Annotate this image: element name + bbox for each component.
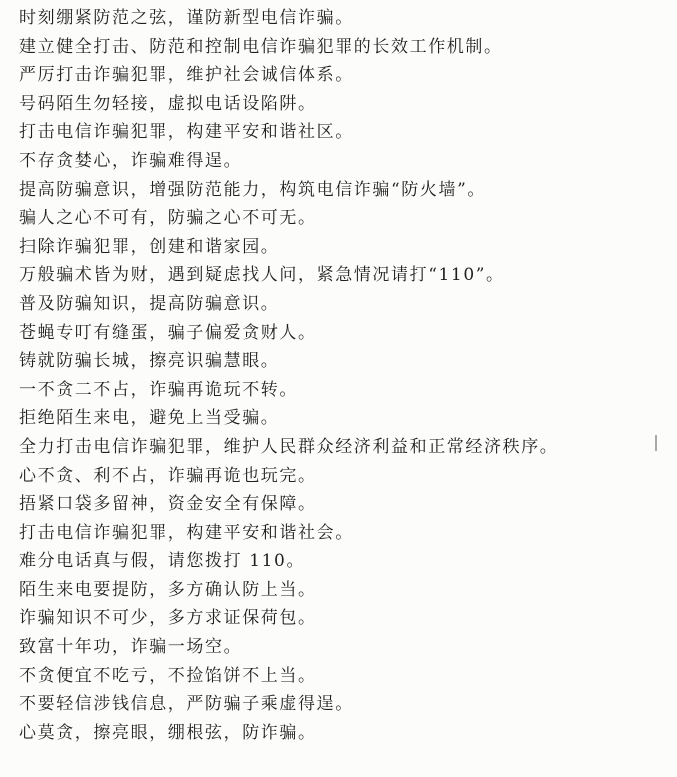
slogan-line: 严厉打击诈骗犯罪，维护社会诚信体系。 <box>19 65 354 86</box>
slogan-line: 苍蝇专叮有缝蛋，骗子偏爱贪财人。 <box>19 322 317 343</box>
slogan-line: 一不贪二不占，诈骗再诡玩不转。 <box>19 379 298 400</box>
slogan-line: 心莫贪，擦亮眼，绷根弦，防诈骗。 <box>19 722 317 743</box>
slogan-line: 打击电信诈骗犯罪，构建平安和谐社会。 <box>19 522 354 543</box>
slogan-line: 心不贪、利不占，诈骗再诡也玩完。 <box>19 465 317 486</box>
slogan-line: 号码陌生勿轻接，虚拟电话设陷阱。 <box>19 93 317 114</box>
slogan-line: 骗人之心不可有，防骗之心不可无。 <box>19 208 317 229</box>
slogan-line: 建立健全打击、防范和控制电信诈骗犯罪的长效工作机制。 <box>19 36 503 57</box>
slogan-line: 捂紧口袋多留神，资金安全有保障。 <box>19 494 317 515</box>
slogan-line: 普及防骗知识，提高防骗意识。 <box>19 293 280 314</box>
slogan-line: 诈骗知识不可少，多方求证保荷包。 <box>19 608 317 629</box>
slogan-line: 难分电话真与假，请您拨打 110。 <box>19 551 306 572</box>
slogan-line: 不贪便宜不吃亏，不捡馅饼不上当。 <box>19 665 317 686</box>
slogan-line: 致富十年功，诈骗一场空。 <box>19 637 243 658</box>
slogan-line: 不要轻信涉钱信息，严防骗子乘虚得逞。 <box>19 694 354 715</box>
slogan-line: 铸就防骗长城，擦亮识骗慧眼。 <box>19 351 280 372</box>
slogan-line: 打击电信诈骗犯罪，构建平安和谐社区。 <box>19 122 354 143</box>
slogan-line: 全力打击电信诈骗犯罪，维护人民群众经济利益和正常经济秩序。 <box>19 436 559 457</box>
slogan-line: 不存贪婪心，诈骗难得逞。 <box>19 150 243 171</box>
slogan-line: 拒绝陌生来电，避免上当受骗。 <box>19 408 280 429</box>
slogan-line: 时刻绷紧防范之弦，谨防新型电信诈骗。 <box>19 8 354 28</box>
slogan-line: 万般骗术皆为财，遇到疑虑找人问，紧急情况请打“110”。 <box>19 265 505 286</box>
slogan-line: 提高防骗意识，增强防范能力，构筑电信诈骗“防火墙”。 <box>19 179 486 200</box>
scan-mark <box>655 435 657 451</box>
slogan-line: 扫除诈骗犯罪，创建和谐家园。 <box>19 236 280 257</box>
slogan-line: 陌生来电要提防，多方确认防上当。 <box>19 579 317 600</box>
slogan-list <box>19 4 669 747</box>
